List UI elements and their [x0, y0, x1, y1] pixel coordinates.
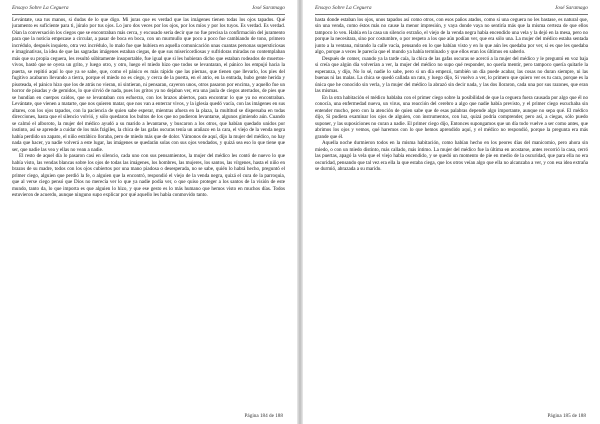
paragraph: Levántate, usa tus manos, si dudas de lo que digo. Mi juras que es verdad que las imágenes tienen todas los ojos tapados. Qué juramento es suficiente para ti, júralo por tus ojos. Lo juro dos veces por los ojos, por los míos y por los tuyos. Es verdad. Es verdad. Oían la conversación los ciegos que se encontraban más cerca, y excusado sería decir que no fue precisa la confirmación del juramento para que la noticia empezase a circular, a pasar de boca en boca, con un murmullo que poco a poco fue cambiando de tono, primero incrédulo, después inquieto, otra vez incrédulo, lo malo fue que hubiera en aquella comunicación unas cuantas personas supersticiosas e imaginativas, la idea de que las sagradas imágenes estaban ciegas, de que sus misericordiosas y sufridoras miradas no contemplaban más que su propia ceguera, les resultó súbitamente insoportable, fue igual que si les hubieran dicho que estaban rodeados de muertos-vivos, bastó que se oyera un grito, y luego otro, y otro, luego el miedo hizo que todos se levantaran, el pánico los empujó hacia la puerta, se repitió aquí lo que ya se sabe, que, como el pánico es más rápido que las piernas, que tienen que llevarlo, los pies del fugitivo acabaron llevando a tierra, porque el miedo no es ciego, y cerca de la puerta, en el atrio, en la entrada, hubo gente herida y pisoteada, el pánico hizo que los de atrás no vieran, ni sintieran, ni pensaran, cayeron unos, otros pasaron por encima, y aquello fue un horror de pisadas y de gemidos, lo que sirvió de nada, pues los gritos ya no dejaban ver, era una jaula de ciegos aterrados, de pies que se hundían en cuerpos caídos, que se levantaban con esfuerzo, con los brazos abiertos, para encontrar lo que ya no encontraban. Levántate, que vienen a matarte, que nos quieren matar, que nos van a enterrar vivos, y la iglesia quedó vacía, con las imágenes en sus altares, con los ojos tapados, con la paciencia de quien sabe esperar, mientras afuera en la plaza, la multitud se dispersaba en todas direcciones, hasta que el silencio volvió, y sólo quedaron los bultos de los que no pudieron levantarse, algunos gimiendo aún. Cuando se calmó el alboroto, la mujer del médico ayudó a su marido a levantarse, y buscaron a los otros, que habían quedado unidos por instinto, así se aprende a cuidar de los más frágiles, la chica de las gafas oscuras tenía un arañazo en la cara, el viejo de la venda negra había perdido un zapato, el niño estrábico lloraba, pero de miedo más que de dolor. Vámonos de aquí, dijo la mujer del médico, no hay nada que hacer, ya nadie volverá a este lugar, las imágenes se quedarán solas con sus ojos vendados, y quizá sea eso lo que tiene que ser, que nadie las vea y ellas no vean a nadie.	[12, 16, 285, 153]
header-author: José Saramago	[251, 5, 285, 11]
header-rule	[12, 14, 285, 15]
page-header	[315, 5, 588, 14]
paragraph: En la otra habitación el médico hablaba con el primer ciego sobre la posibilidad de que la ceguera fuera causada por algo que él no conocía, una enfermedad nueva, un virus, una reacción del cerebro a algo que nadie había previsto, y el primer ciego escuchaba sin entender mucho, pero con la atención de quien sabe que de esas palabras depende algo importante, aunque no sepa qué. El médico dijo, Si pudiera examinar los ojos de alguien, con instrumentos, con luz, quizá podría comprender, pero así, a ciegas, sólo puedo suponer, y las suposiciones no curan a nadie. El primer ciego dijo, Entonces supongamos que un día todo vuelve a ser como antes, que abrimos los ojos y vemos, qué haremos con lo que hemos aprendido aquí, y el médico no respondió, porque la pregunta era más grande que él.	[315, 94, 588, 140]
page-body	[315, 17, 588, 397]
page-header	[12, 5, 285, 14]
header-rule	[315, 14, 588, 15]
page-number: Página 184 de 188	[244, 413, 283, 419]
paragraph: hasta donde estaban los ojos, unos tapados así como otros, con esos paños atados, como si una ceguera no les bastase, es natural que, sin una venda, como éstos más no cause la menor impresión, y vaya donde vaya no sentiría más que la misma certeza de que ellos tampoco lo ven. Había en la casa un silencio extraño, el viejo de la venda negra había encendido una vela y la dejó en la mesa, pero no porque la necesitara, sino por costumbre, o por respeto a los que aún podían ver, que era sólo una. La mujer del médico estaba sentada junto a la ventana, mirando la calle vacía, pensando en lo que habían visto y en lo que aún les quedaba por ver, si es que les quedaba algo, porque a veces le parecía que el mundo ya había terminado y que ellos eran los últimos en saberlo.	[315, 16, 588, 55]
right-page	[303, 0, 600, 424]
paragraph: El resto de aquel día lo pasaron casi en silencio, cada uno con sus pensamientos, la mujer del médico les contó de nuevo lo que había visto, las vendas blancas sobre los ojos de todas las imágenes, los hombres, las mujeres, los santos, las vírgenes, hasta el niño en brazos de su madre, todos con los ojos cubiertos por una mano piadosa o desesperada, no se sabe, quién lo habrá hecho, preguntó el primer ciego, alguien que perdió la fe, o alguien que la encontró, respondió el viejo de la venda negra, quizá el cura de la parroquia, que al verse ciego pensó que Dios no merecía ver lo que ya nadie podía ver, o que quiso proteger a los santos de la visión de este mundo, tanto da, lo que importa es que alguien lo hizo, y que ese gesto es lo más humano que hemos visto en muchos días. Todos estuvieron de acuerdo, aunque ninguno supo explicar por qué aquello les había conmovido tanto.	[12, 153, 285, 198]
header-title: Ensayo Sobre La Ceguera	[12, 5, 69, 11]
header-author: José Saramago	[554, 5, 588, 11]
page-number: Página 185 de 188	[547, 413, 586, 419]
paragraph: Después de comer, cuando ya la tarde caía, la chica de las gafas oscuras se acercó a la mujer del médico y le preguntó en voz baja si creía que algún día volverían a ver, la mujer del médico no supo qué responder, no quería mentir, pero tampoco quería quitarle la esperanza, y dijo, No lo sé, nadie lo sabe, pero si un día empezó, también un día puede acabar, las cosas no duran siempre, ni las buenas ni las malas. La chica se quedó callada un rato, y luego dijo, Si vuelvo a ver, lo primero que quiero ver es tu cara, porque es la única que he conocido sin verla, y la mujer del médico la abrazó sin decir nada, y las dos lloraron, cada una por sus razones, que eran las mismas.	[315, 55, 588, 94]
page-body	[12, 17, 285, 397]
header-title: Ensayo Sobre La Ceguera	[315, 5, 372, 11]
left-page	[0, 0, 297, 424]
paragraph: Aquella noche durmieron todos en la misma habitación, como habían hecho en los peores días del manicomio, pero ahora sin miedo, o con un miedo distinto, más callado, más íntimo. La mujer del médico fue la última en acostarse, antes recorrió la casa, cerró las puertas, apagó la vela que el viejo había encendido, y se quedó un momento de pie en medio de la oscuridad, que para ella no era oscuridad, pensando que tal vez era ella la que estaba ciega, que los otros veían algo que ella no alcanzaba a ver, y con esa idea extraña se durmió, abrazada a su marido.	[315, 140, 588, 172]
